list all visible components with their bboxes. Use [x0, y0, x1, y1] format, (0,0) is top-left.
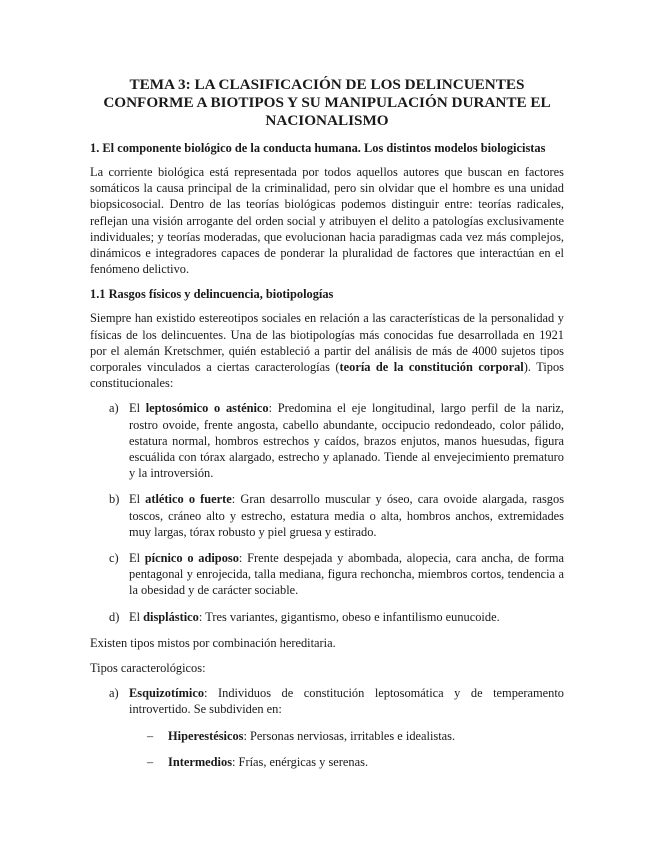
type-description: : Predomina el eje longitudinal, largo perfil de la nariz, rostro ovoide, frente angosta, cabello abundante, occipucio redondeado, color pálido, estatura normal, hombros estrechos y caídos, brazos enjutos, manos huesudas, figura escuálida con tórax alargado, estrecho y aplanado. Tiende al envejecimiento prematuro y la introversión.	[129, 401, 564, 481]
list-marker: a)	[109, 686, 119, 701]
type-term: leptosómico o asténico	[145, 401, 269, 416]
type-term: Esquizotímico	[129, 686, 205, 701]
list-item: b) El atlético o fuerte: Gran desarrollo muscular y óseo, cara ovoide alargada, rasgos toscos, cráneo alto y estrecho, estatura media o alta, hombros anchos, extremidades muy largas, tórax robusto y piel gruesa y estirado.	[109, 492, 565, 539]
type-term: atlético o fuerte	[145, 492, 232, 507]
subtype-description: : Personas nerviosas, irritables e idealistas.	[243, 728, 456, 743]
list-item: a) El leptosómico o asténico: Predomina el eje longitudinal, largo perfil de la nariz, rostro ovoide, frente angosta, cabello abundante, occipucio redondeado, color pálido, estatura normal, hombros estrechos y caídos, brazos enjutos, manos huesudas, figura escuálida con tórax alargado, estrecho y aplanado. Tiende al envejecimiento prematuro y la introversión.	[109, 401, 564, 481]
type-description: : Individuos de constitución leptosomática y de temperamento introvertido. Se subdividen en:	[129, 686, 564, 717]
list-marker: c)	[109, 551, 119, 566]
type-description: : Tres variantes, gigantismo, obeso e infantilismo eunucoide.	[198, 609, 500, 624]
subtype-term: Intermedios	[168, 754, 233, 769]
document-page	[90, 76, 564, 780]
dash-marker: –	[147, 754, 154, 769]
list-marker: d)	[109, 609, 120, 624]
list-item: d) El displástico: Tres variantes, gigantismo, obeso e infantilismo eunucoide.	[109, 609, 500, 624]
subtype-description: : Frías, enérgicas y serenas.	[232, 754, 369, 769]
list-item	[90, 728, 564, 744]
dash-marker: –	[147, 728, 154, 743]
list-marker: b)	[109, 492, 120, 507]
type-description: : Frente despejada y abombada, alopecia, cara ancha, de forma pentagonal y enrojecida, talla mediana, figura rechoncha, miembros cortos, tendencia a la obesidad y de carácter sociable.	[129, 551, 564, 598]
characterological-label: Tipos caracterológicos:	[90, 661, 206, 676]
theory-term: teoría de la constitución corporal	[339, 360, 524, 375]
section-1-1-intro: Siempre han existido estereotipos sociales en relación a las características de la personalidad y físicas de los delincuentes. Una de las biotipologías más conocidas fue desarrollada en 1921 por el alemán Kretschmer, quién estableció a partir del análisis de más de 4000 sujetos tipos corporales vinculados a ciertas caracterologías (teoría de la constitución corporal). Tipos constitucionales:	[90, 311, 564, 391]
document-title: TEMA 3: LA CLASIFICACIÓN DE LOS DELINCUENTES CONFORME A BIOTIPOS Y SU MANIPULACIÓN DURANTE EL NACIONALISMO	[103, 76, 551, 129]
characterological-types-list	[90, 685, 564, 717]
list-item	[90, 685, 564, 717]
subtypes-list	[90, 728, 564, 770]
mixed-types-note: Existen tipos mistos por combinación hereditaria.	[90, 635, 336, 650]
section-1-heading: 1. El componente biológico de la conducta humana. Los distintos modelos biologicistas	[90, 141, 546, 155]
subtype-term: Hiperestésicos	[168, 728, 244, 743]
constitutional-types-list	[90, 400, 564, 624]
type-description: : Gran desarrollo muscular y óseo, cara ovoide alargada, rasgos toscos, cráneo alto y estrecho, estatura media o alta, hombros anchos, extremidades muy largas, tórax robusto y piel gruesa y estirado.	[129, 492, 565, 539]
type-term: displástico	[143, 609, 199, 624]
type-term: pícnico o adiposo	[144, 551, 239, 566]
list-item	[90, 754, 564, 770]
list-marker: a)	[109, 401, 119, 416]
list-item: c) El pícnico o adiposo: Frente despejada y abombada, alopecia, cara ancha, de forma pentagonal y enrojecida, talla mediana, figura rechoncha, miembros cortos, tendencia a la obesidad y de carácter sociable.	[109, 551, 564, 598]
section-1-1-heading: 1.1 Rasgos físicos y delincuencia, biotipologías	[90, 287, 334, 302]
section-1-paragraph: La corriente biológica está representada por todos aquellos autores que buscan en factores somáticos la causa principal de la criminalidad, pero sin olvidar que el hombre es una unidad biopsicosocial. Dentro de las teorías biológicas podemos distinguir entre: teorías radicales, reflejan una visión arrogante del orden social y atribuyen el delito a patologías exclusivamente individuales; y teorías moderadas, que evolucionan hacia paradigmas cada vez más complejos, dinámicos e integradores capaces de ponderar la pluralidad de factores que interactúan en el fenómeno delictivo.	[90, 165, 564, 277]
